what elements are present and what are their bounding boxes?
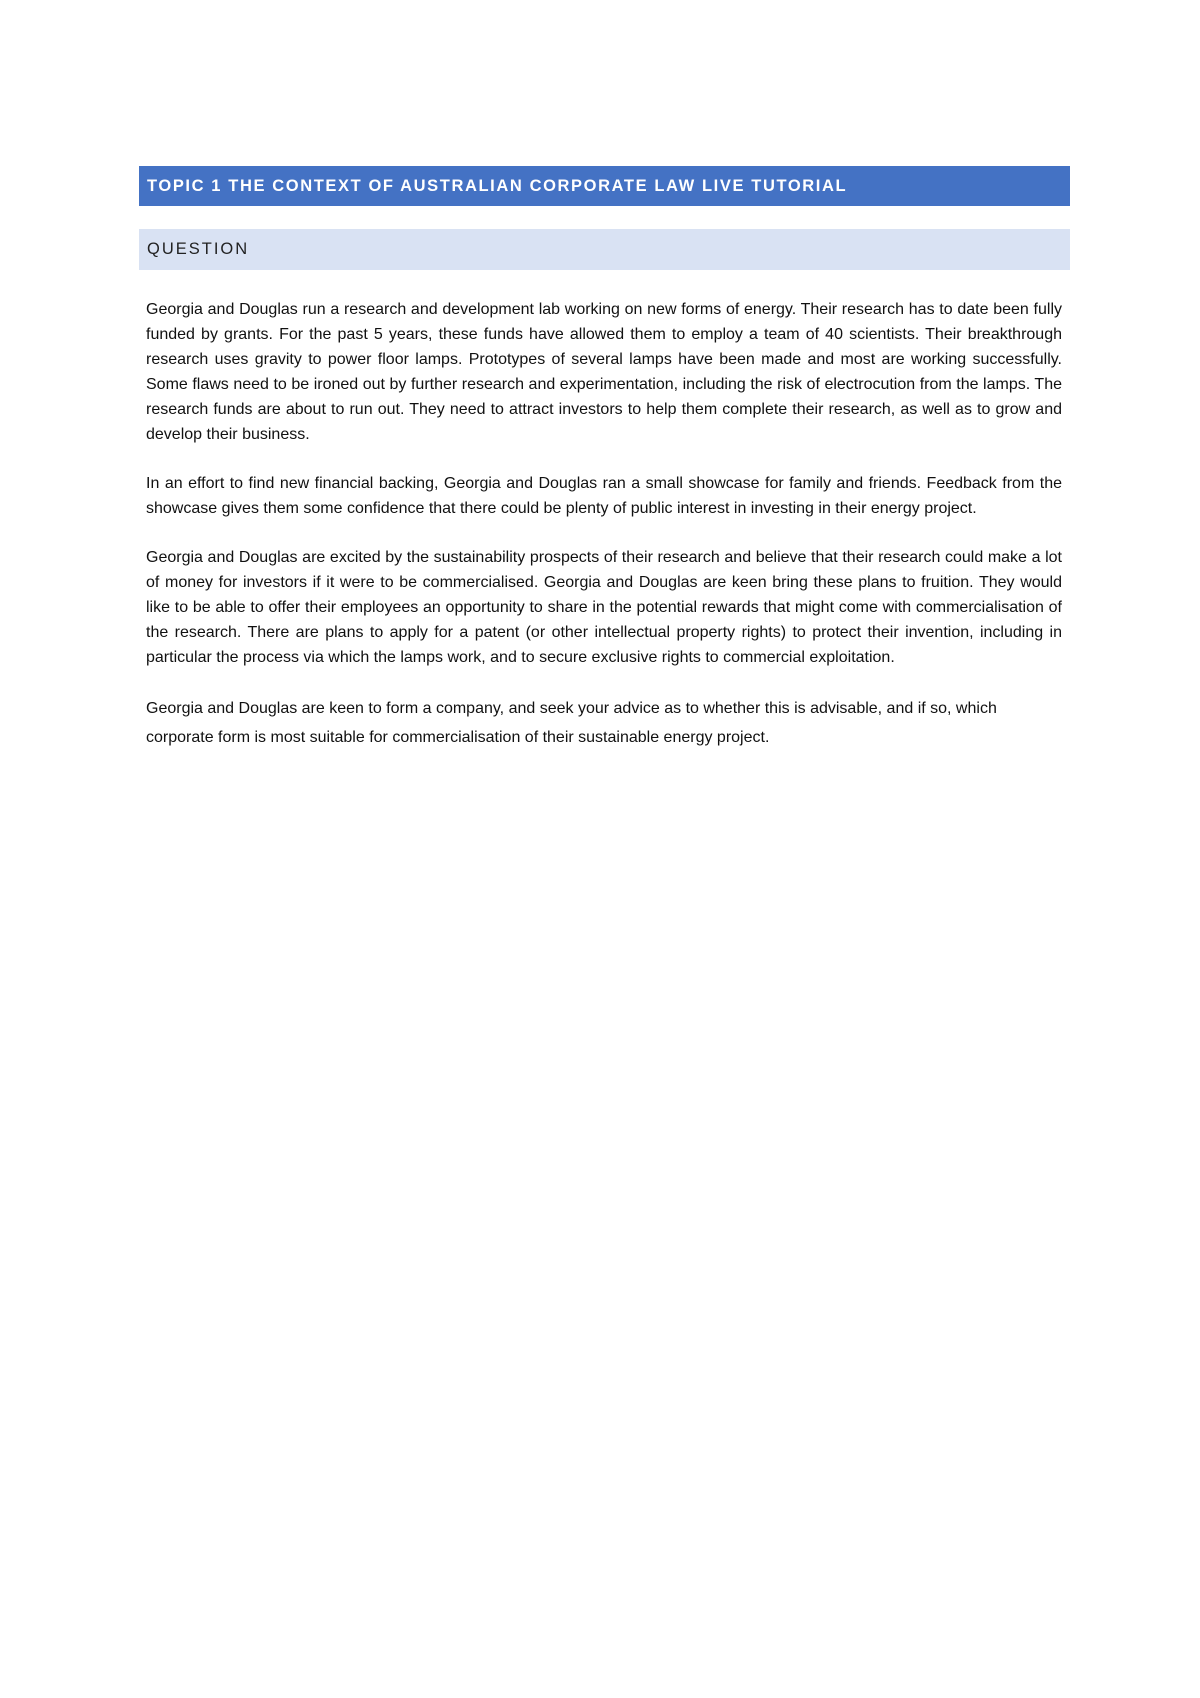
- paragraph: Georgia and Douglas are keen to form a company, and seek your advice as to whether this is advisable, and if so, which corporate form is most suitable for commercialisation of their sustainable energy project.: [146, 700, 997, 746]
- section-heading: QUESTION: [147, 240, 250, 258]
- title-banner: [139, 166, 1070, 206]
- paragraph: Georgia and Douglas are excited by the sustainability prospects of their research and believe that their research could make a lot of money for investors if it were to be commercialised. Georgia and Douglas are keen bring these plans to fruition. They would like to be able to offer their employees an opportunity to share in the potential rewards that might come with commercialisation of the research. There are plans to apply for a patent (or other intellectual property rights) to protect their invention, including in particular the process via which the lamps work, and to secure exclusive rights to commercial exploitation.: [146, 549, 1062, 666]
- paragraph: In an effort to find new financial backing, Georgia and Douglas ran a small showcase for family and friends. Feedback from the showcase gives them some confidence that there could be plenty of public interest in investing in their energy project.: [146, 475, 1062, 517]
- document-title: TOPIC 1 THE CONTEXT OF AUSTRALIAN CORPORATE LAW LIVE TUTORIAL: [147, 176, 848, 195]
- paragraph: Georgia and Douglas run a research and development lab working on new forms of energy. Their research has to date been fully funded by grants. For the past 5 years, these funds have allowed them to employ a team of 40 scientists. Their breakthrough research uses gravity to power floor lamps. Prototypes of several lamps have been made and most are working successfully. Some flaws need to be ironed out by further research and experimentation, including the risk of electrocution from the lamps. The research funds are about to run out. They need to attract investors to help them complete their research, as well as to grow and develop their business.: [146, 301, 1062, 443]
- question-body: [146, 297, 1062, 776]
- section-banner: [139, 229, 1070, 270]
